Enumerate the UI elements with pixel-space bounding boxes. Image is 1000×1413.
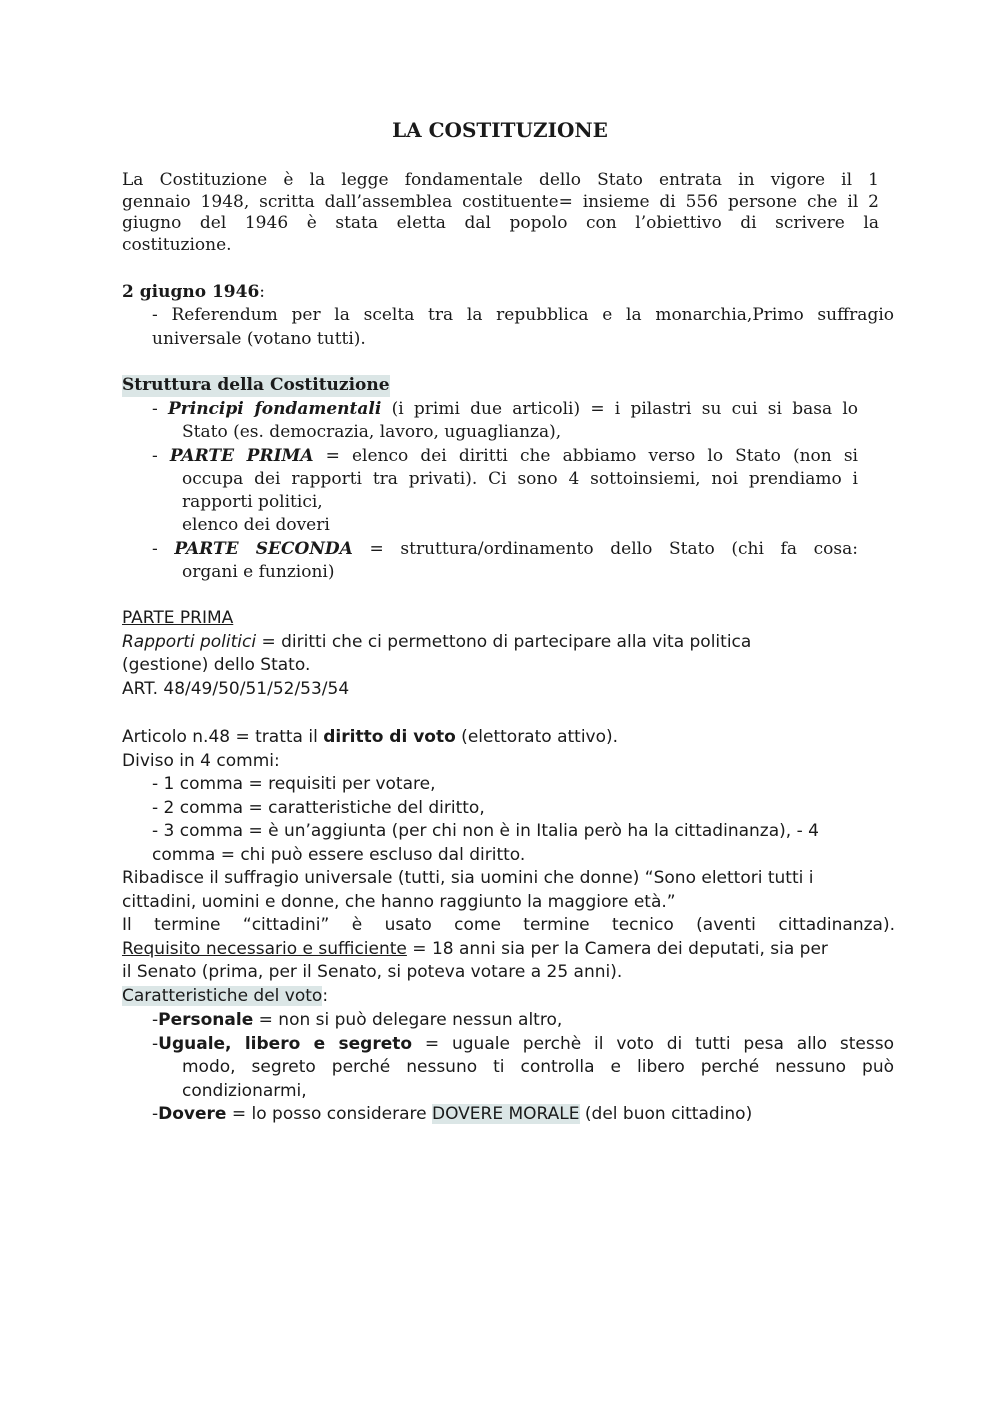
june-list — [152, 304, 894, 351]
struttura-item-parte-seconda — [152, 538, 858, 561]
june-heading: 2 giugno 1946 — [122, 282, 260, 302]
caratteristiche-heading-line — [122, 985, 895, 1009]
list-dash: - — [152, 1033, 159, 1054]
dovere-morale-highlight: DOVERE MORALE — [432, 1104, 580, 1124]
commi-heading: Diviso in 4 commi: — [122, 750, 280, 771]
dovere-term: Dovere — [158, 1104, 227, 1124]
requisito-line — [122, 938, 895, 962]
parte-prima-cont: rapporti politici, — [182, 492, 323, 513]
list-dash: - — [152, 1104, 159, 1124]
intro-line: giugno del 1946 è stata eletta dal popolo con l’obiettivo di scrivere la — [122, 213, 879, 233]
dovere-text: (del buon cittadino) — [579, 1104, 753, 1124]
struttura-item-principi — [152, 398, 858, 421]
page-title: LA COSTITUZIONE — [392, 118, 608, 142]
list-dash: - — [152, 1010, 159, 1030]
personale-item — [152, 1009, 894, 1033]
parte-prima-text: = elenco dei diritti che abbiamo verso lo Stato (non si — [313, 445, 858, 466]
parte-prima-heading: PARTE PRIMA — [122, 608, 234, 628]
uguale-cont: modo, segreto perché nessuno ti controlla e libero perché nessuno può — [182, 1057, 894, 1077]
caratteristiche-section — [122, 985, 895, 1009]
suffragio-line: Ribadisce il suffragio universale (tutti, sia uomini che donne) “Sono elettori tutti i — [122, 868, 814, 888]
termine-line: Il termine “cittadini” è usato come termine tecnico (aventi cittadinanza). — [122, 915, 895, 935]
comma-item: - 2 comma = caratteristiche del diritto, — [152, 797, 485, 818]
intro-line: costituzione. — [122, 234, 232, 255]
articolo-48-text: Articolo n.48 = tratta il — [122, 727, 324, 747]
articolo-48-text: (elettorato attivo). — [455, 727, 619, 747]
requisito-text: = 18 anni sia per la Camera dei deputati, sia per — [406, 938, 828, 959]
struttura-item-parte-prima — [152, 445, 858, 468]
list-dash: - — [152, 445, 170, 466]
personale-text: = non si può delegare nessun altro, — [253, 1010, 563, 1030]
diritto-di-voto: diritto di voto — [323, 727, 456, 747]
uguale-item — [152, 1033, 894, 1057]
dovere-text: = lo posso considerare — [226, 1104, 432, 1124]
articles-list: ART. 48/49/50/51/52/53/54 — [122, 678, 350, 699]
struttura-section — [122, 375, 390, 397]
parte-seconda-text: = struttura/ordinamento dello Stato (chi fa cosa: — [352, 538, 858, 559]
parte-prima-section — [122, 607, 902, 701]
rapporti-politici-cont: (gestione) dello Stato. — [122, 655, 311, 675]
caratteristiche-colon: : — [322, 986, 329, 1006]
rapporti-politici-term: Rapporti politici — [122, 631, 257, 652]
intro-line: La Costituzione è la legge fondamentale dello Stato entrata in vigore il 1 — [122, 170, 879, 190]
struttura-list — [152, 398, 858, 584]
comma-item: - 1 comma = requisiti per votare, — [152, 774, 436, 794]
requisito-cont: il Senato (prima, per il Senato, si poteva votare a 25 anni). — [122, 962, 623, 982]
june-item-line: - Referendum per la scelta tra la repubblica e la monarchia,Primo suffragio — [152, 305, 894, 325]
requisito-term: Requisito necessario e sufficiente — [122, 938, 407, 959]
comma-item: - 3 comma = è un’aggiunta (per chi non è in Italia però ha la cittadinanza), - 4 — [152, 821, 819, 841]
uguale-cont: condizionarmi, — [182, 1080, 307, 1101]
intro-line: gennaio 1948, scritta dall’assemblea costituente= insieme di 556 persone che il 2 — [122, 191, 879, 212]
uguale-text: = uguale perchè il voto di tutti pesa allo stesso — [412, 1033, 894, 1054]
struttura-heading: Struttura della Costituzione — [122, 375, 390, 395]
uguale-term: Uguale, libero e segreto — [158, 1033, 413, 1054]
parte-prima-cont: occupa dei rapporti tra privati). Ci sono 4 sottoinsiemi, noi prendiamo i — [182, 468, 858, 489]
dovere-item — [152, 1103, 894, 1127]
comma-item: comma = chi può essere escluso dal diritto. — [152, 844, 526, 865]
june-heading-line — [122, 282, 902, 304]
rapporti-politici-line — [122, 631, 902, 655]
principi-text: (i primi due articoli) = i pilastri su cui si basa lo — [381, 399, 858, 419]
parte-prima-term: PARTE PRIMA — [169, 445, 314, 466]
june-item-line: universale (votano tutti). — [152, 328, 366, 349]
articolo-48-intro — [122, 726, 895, 750]
intro-paragraph — [122, 170, 879, 256]
suffragio-line: cittadini, uomini e donne, che hanno raggiunto la maggiore età.” — [122, 891, 676, 912]
personale-term: Personale — [158, 1010, 254, 1030]
rapporti-politici-text: = diritti che ci permettono di partecipare alla vita politica — [256, 631, 752, 652]
parte-seconda-cont: organi e funzioni) — [182, 562, 335, 583]
caratteristiche-heading: Caratteristiche del voto — [122, 986, 323, 1006]
list-dash: - — [152, 538, 175, 559]
principi-cont: Stato (es. democrazia, lavoro, uguaglianza), — [182, 422, 562, 443]
articolo-48-section — [122, 726, 895, 985]
caratteristiche-list — [152, 1009, 894, 1127]
parte-seconda-term: PARTE SECONDA — [174, 538, 353, 559]
principi-term: Principi fondamentali — [168, 399, 382, 419]
parte-prima-cont: elenco dei doveri — [182, 515, 330, 536]
june-colon: : — [259, 282, 266, 302]
june-section — [122, 282, 902, 304]
list-dash: - — [152, 399, 168, 419]
